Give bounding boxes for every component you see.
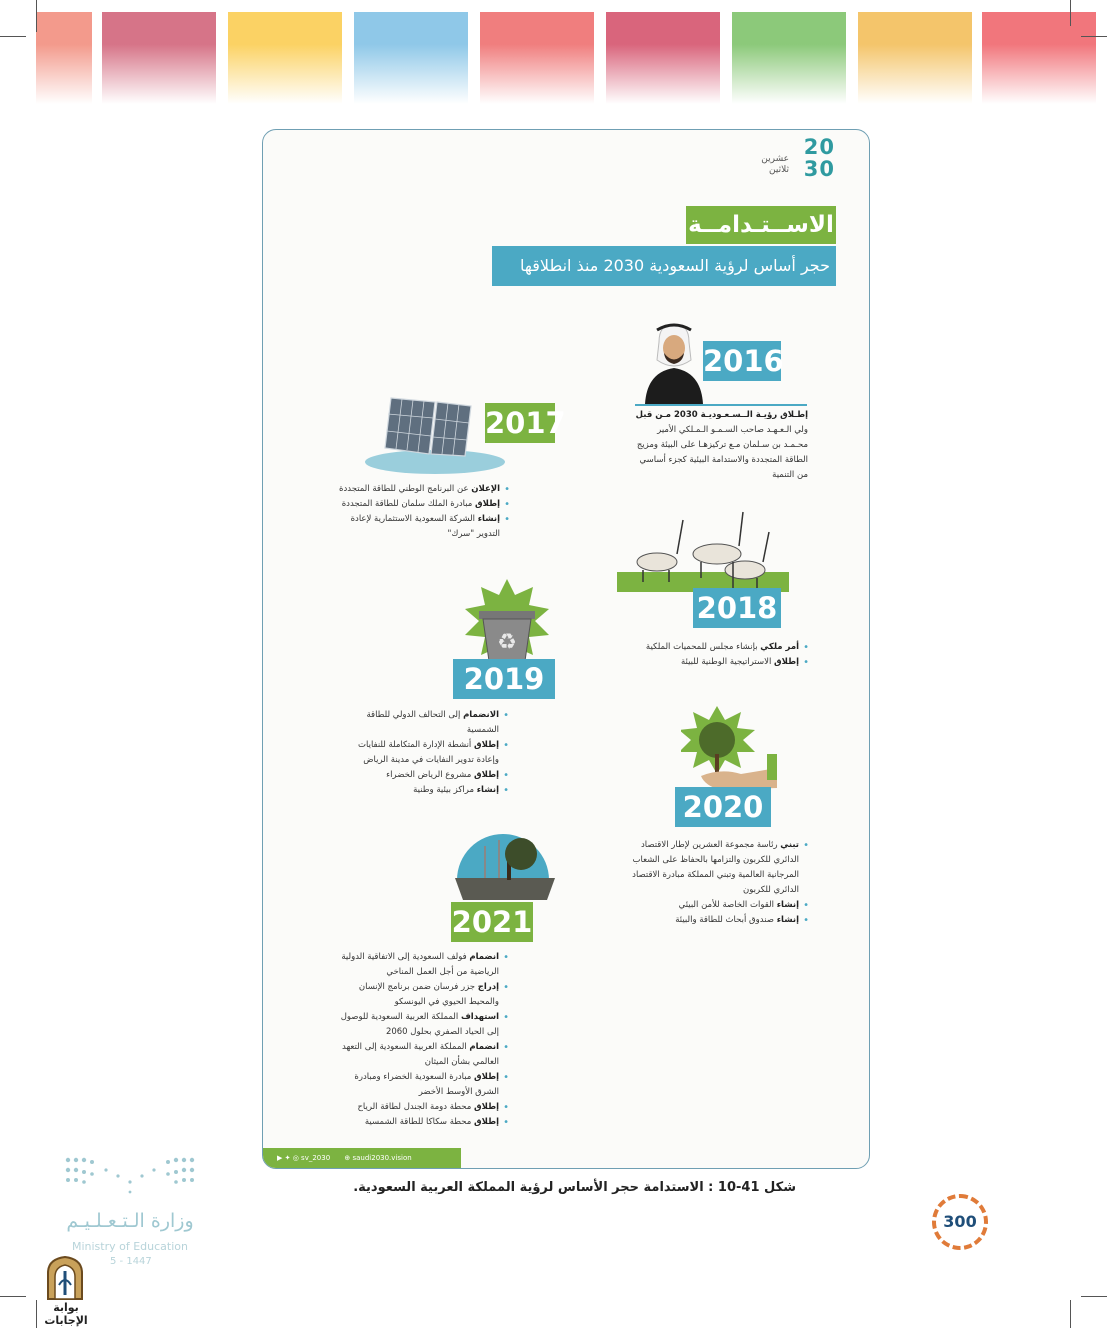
recycle-bin-icon [459,577,555,663]
timeline-item [333,783,509,798]
timeline-item-text: مراكز بيئية وطنية [413,785,477,795]
timeline-item-text: فولف السعودية إلى الاتفاقية الدولية الرياضية من أجل العمل المناخي [341,952,499,977]
vision-2030-logo [725,136,835,186]
year-2017-label: 2017 [485,403,555,443]
timeline-item [329,980,509,1010]
timeline-item [613,838,809,898]
color-tab [36,12,92,104]
timeline-item-text: جزر فرسان ضمن برنامج الإنسان والمحيط الحيوي في اليونسكو [358,982,499,1007]
landscape-icon [447,820,565,908]
infographic-subtitle: حجر أساس لرؤية السعودية 2030 منذ انطلاقها [492,246,836,286]
timeline-item-text: الشركة السعودية الاستثمارية لإعادة التدوير "سرك" [350,514,500,539]
year-2016-label: 2016 [703,341,781,381]
timeline-item [335,497,510,512]
timeline-item [329,1070,509,1100]
timeline-item-text: مبادرة السعودية الخضراء ومبادرة الشرق الأوسط الأخضر [354,1072,499,1097]
timeline-item-text: محطة سكاكا للطاقة الشمسية [364,1117,475,1127]
timeline-item-text: الاستراتيجية الوطنية للبيئة [680,657,775,667]
year-2019-label: 2019 [453,659,555,699]
social-footer-bar [263,1148,461,1168]
portrait-icon [637,320,711,404]
year-2017-description [335,482,510,542]
year-2018-description [613,640,809,670]
timeline-item-keyword: أمر ملكي [760,642,799,652]
timeline-item-keyword: إنشاء [476,785,499,795]
timeline-item-keyword: إنشاء [477,514,500,524]
gate-label: بوابة الإجابات [44,1301,88,1327]
svg-text:♻: ♻ [497,630,517,655]
timeline-item-keyword: إنشاء [776,900,799,910]
timeline-item-text: ولي الـعـهـد صاحب السـمـو الـمـلكي الأمير محـمـد بن سـلمان مـع تركيزهـا على البيئة ومزيج الطاقة المتجددة والاستدامة البيئية كجزء أساسي من التنمية [636,425,808,480]
crop-mark [1070,0,1071,26]
timeline-item-keyword: إطلاق [774,657,799,667]
ministry-dots-icon [62,1152,198,1196]
timeline-item [613,898,809,913]
year-2019-description [333,708,509,798]
timeline-item [333,708,509,738]
timeline-item-keyword: الانضمام [463,710,499,720]
timeline-item-keyword: إطـلاق رؤيـة الــسـعـوديـة 2030 مـن قبل [635,410,808,420]
timeline-item-text: المملكة العربية السعودية إلى التعهد العالمي بشأن الميثان [342,1042,499,1067]
ministry-english-name: Ministry of Education [71,1240,188,1253]
timeline-item-keyword: استهداف [460,1012,499,1022]
color-tab [858,12,972,104]
globe-icon: ⊕ [344,1154,353,1162]
gate-logo-icon [44,1255,86,1301]
logo-text: عشرين ثلاثين [761,154,789,175]
page-number: 300 [932,1194,988,1250]
timeline-item-text: محطة دومة الجندل لطاقة الرياح [357,1102,475,1112]
color-tab [480,12,594,104]
sustainability-infographic [262,129,870,1169]
website-link[interactable]: saudi2030.vision [352,1154,412,1162]
crop-mark [1081,36,1107,37]
timeline-item-keyword: إطلاق [474,1072,499,1082]
timeline-item-text: مشروع الرياض الخضراء [386,770,475,780]
year-2020-label: 2020 [675,787,771,827]
timeline-item-keyword: إنشاء [776,915,799,925]
timeline-item-keyword: انضمام [469,952,499,962]
timeline-item-keyword: إطلاق [474,770,499,780]
timeline-item-keyword: إطلاق [475,499,500,509]
timeline-item-text: المملكة العربية السعودية للوصول إلى الحياد الصفري بحلول 2060 [340,1012,499,1037]
oryx-icon [617,510,789,596]
timeline-item [613,640,809,655]
timeline-item [329,1115,509,1130]
timeline-item [333,768,509,783]
ministry-year: 5 - 1447 [110,1256,152,1267]
timeline-item [333,738,509,768]
timeline-item [329,1010,509,1040]
color-tab [228,12,342,104]
timeline-item [613,655,809,670]
color-tab [982,12,1096,104]
color-tab [606,12,720,104]
timeline-item-keyword: إطلاق [474,1117,499,1127]
timeline-item-text: عن البرنامج الوطني للطاقة المتجددة [339,484,472,494]
timeline-item-text: مبادرة الملك سلمان للطاقة المتجددة [341,499,476,509]
timeline-item-keyword: إطلاق [474,740,499,750]
timeline-item-text: القوات الخاصة للأمن البيئي [678,900,777,910]
timeline-item-keyword: انضمام [469,1042,499,1052]
social-handle: sv_2030 [301,1154,331,1162]
timeline-item-text: صندوق أبحاث للطاقة والبيئة [675,915,777,925]
timeline-item-text: إلى التحالف الدولي للطاقة الشمسية [366,710,499,735]
color-tab [102,12,216,104]
crop-mark [1070,1300,1071,1328]
crop-mark [0,36,26,37]
crop-mark [1081,1296,1107,1297]
logo-number: 20 30 [803,135,835,181]
timeline-item [329,1040,509,1070]
infographic-title: الاســتـدامــة [686,206,836,244]
timeline-item-keyword: تبني [780,840,799,850]
year-2020-description [613,838,809,928]
color-tab [732,12,846,104]
ministry-arabic-name: وزارة الـتـعـلـيـم [66,1210,194,1232]
timeline-item-text: أنشطة الإدارة المتكاملة للنفايات وإعادة تدوير النفايات في مدينة الرياض [357,740,499,765]
tree-in-hand-icon [681,706,777,790]
timeline-item-keyword: إدراج [477,982,499,992]
color-tab [354,12,468,104]
timeline-item [329,1100,509,1115]
figure-caption: شكل 41-10 : الاستدامة حجر الأساس لرؤية المملكة العربية السعودية. [353,1180,796,1195]
timeline-item-text: رئاسة مجموعة العشرين لإطار الاقتصاد الدائري للكربون والتزامها بالحفاظ على الشعاب المرجانية العالمية وتبني المملكة مبادرة الاقتصاد الدائري للكربون [632,840,799,895]
crop-mark [36,0,37,32]
year-2018-label: 2018 [693,588,781,628]
timeline-item-keyword: إطلاق [474,1102,499,1112]
timeline-item [335,482,510,497]
timeline-item [613,913,809,928]
timeline-item [335,512,510,542]
year-2016-description [633,408,808,483]
divider [635,404,807,406]
timeline-item [633,408,808,483]
timeline-item-keyword: الإعلان [471,484,500,494]
year-2021-description [329,950,509,1130]
ministry-logo [60,1152,200,1272]
timeline-item [329,950,509,980]
timeline-item-text: بإنشاء مجلس للمحميات الملكية [645,642,761,652]
crop-mark [0,1296,26,1297]
social-icons: ▶ ✦ ◎ [277,1154,302,1162]
year-2021-label: 2021 [451,902,533,942]
